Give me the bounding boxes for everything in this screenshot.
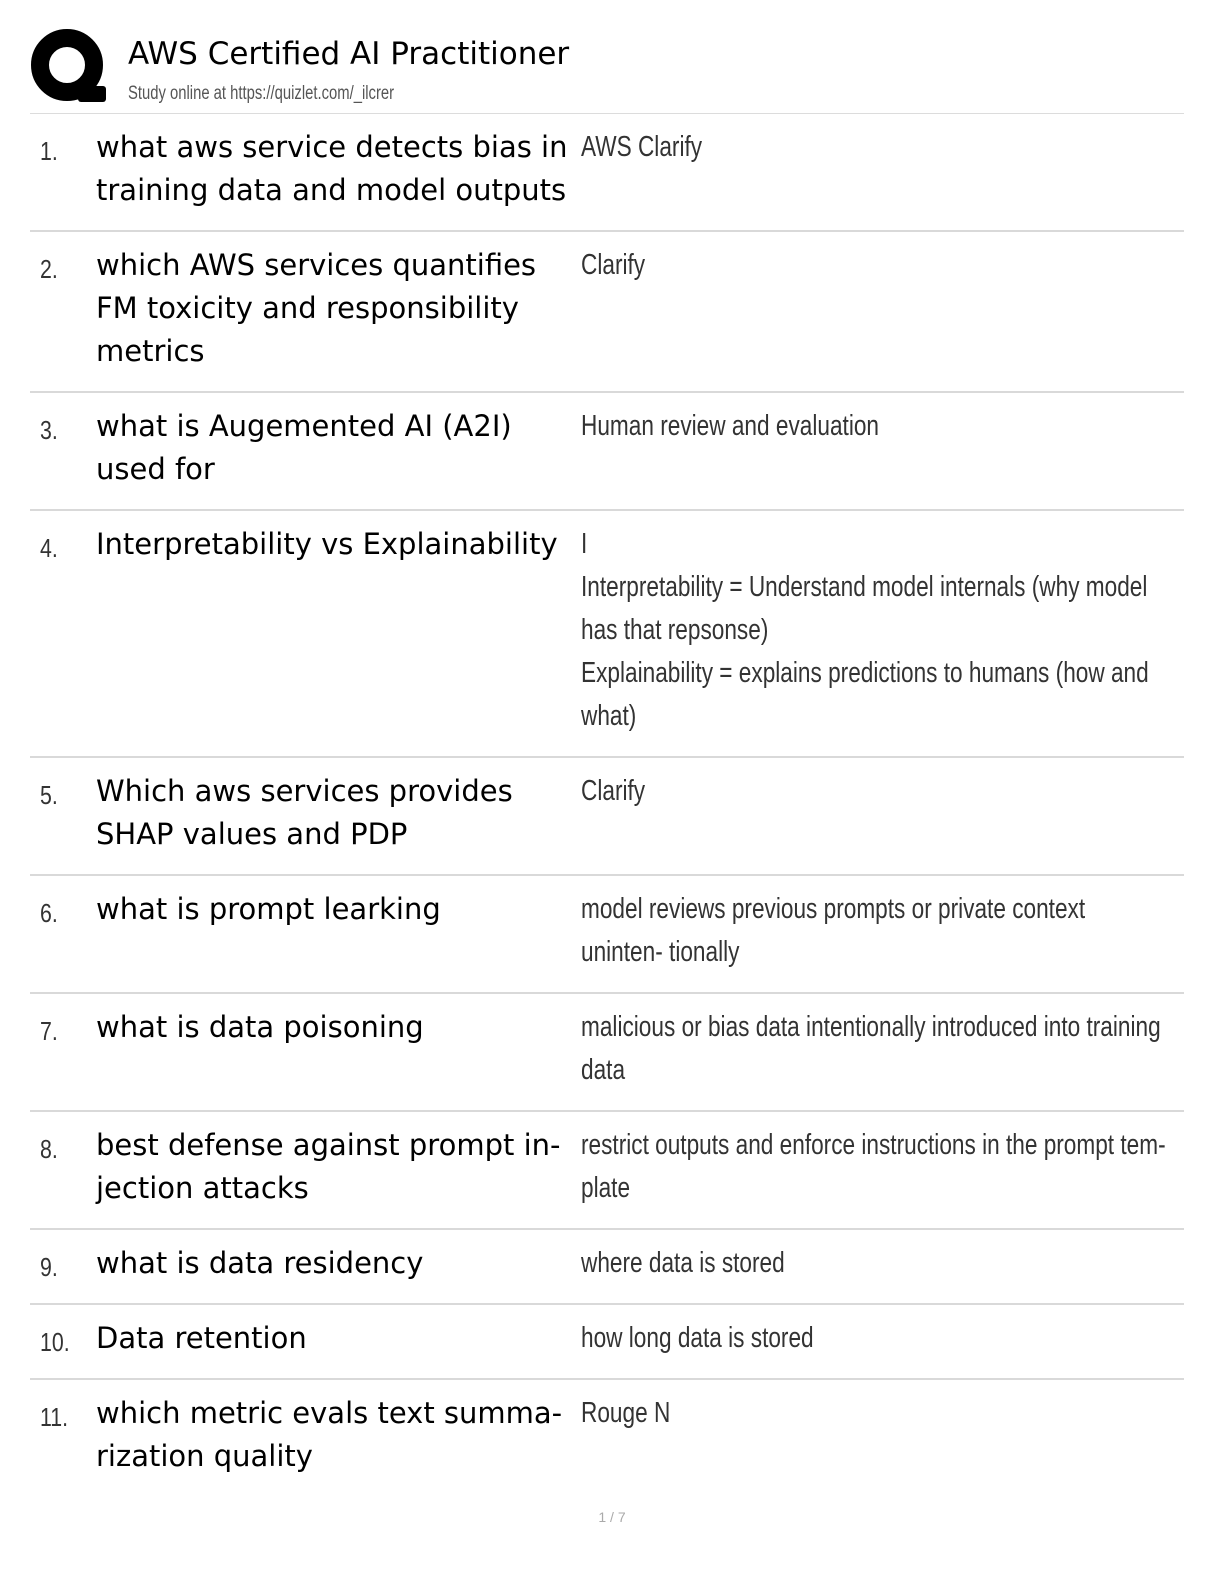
set-title: AWS Certified AI Practitioner xyxy=(128,36,570,72)
card-definition: I Interpretability = Understand model internals (why model has that repsonse) Explainability = explains predictions to humans (how and what) xyxy=(581,528,1149,732)
card-number: 3. xyxy=(40,415,58,445)
card-number: 11. xyxy=(40,1402,69,1432)
card-term: best defense against prompt in- jection attacks xyxy=(96,1128,561,1205)
card-definition: how long data is stored xyxy=(581,1322,814,1354)
card-definition: AWS Clarify xyxy=(581,131,703,163)
flashcard-row xyxy=(30,1380,1184,1498)
card-term: what is data residency xyxy=(96,1246,424,1280)
card-number: 1. xyxy=(40,136,58,166)
card-number: 2. xyxy=(40,254,58,284)
flashcard-row xyxy=(30,1112,1184,1230)
card-definition: Clarify xyxy=(581,249,646,281)
quizlet-q-logo-icon xyxy=(30,28,108,106)
card-term: Data retention xyxy=(96,1321,307,1355)
card-number: 9. xyxy=(40,1252,58,1282)
card-number: 4. xyxy=(40,533,58,563)
card-number: 8. xyxy=(40,1134,58,1164)
card-term: what is Augemented AI (A2I) used for xyxy=(96,409,512,486)
flashcard-row xyxy=(30,511,1184,758)
card-number: 10. xyxy=(40,1327,70,1357)
card-term: which metric evals text summa- rization quality xyxy=(96,1396,563,1473)
card-number: 7. xyxy=(40,1016,58,1046)
card-term: what is prompt learking xyxy=(96,892,441,926)
card-number: 5. xyxy=(40,780,58,810)
card-term: what is data poisoning xyxy=(96,1010,424,1044)
card-definition: restrict outputs and enforce instructions in the prompt tem- plate xyxy=(581,1129,1166,1204)
card-definition: where data is stored xyxy=(581,1247,785,1279)
card-definition: Human review and evaluation xyxy=(581,410,880,442)
flashcard-row xyxy=(30,758,1184,876)
card-term: which AWS services quantifies FM toxicity and responsibility metrics xyxy=(96,248,537,368)
flashcard-list xyxy=(30,114,1184,1498)
flashcard-row xyxy=(30,994,1184,1112)
card-definition: model reviews previous prompts or private context uninten- tionally xyxy=(581,893,1086,968)
card-term: Interpretability vs Explainability xyxy=(96,527,558,561)
flashcard-row xyxy=(30,1230,1184,1305)
card-definition: Clarify xyxy=(581,775,646,807)
flashcard-row xyxy=(30,876,1184,994)
flashcard-row xyxy=(30,1305,1184,1380)
page-number: 1 / 7 xyxy=(598,1509,626,1525)
card-definition: Rouge N xyxy=(581,1397,671,1429)
card-term: Which aws services provides SHAP values and PDP xyxy=(96,774,513,851)
flashcard-row xyxy=(30,232,1184,393)
page-header xyxy=(30,28,1184,114)
flashcard-row xyxy=(30,393,1184,511)
card-definition: malicious or bias data intentionally introduced into training data xyxy=(581,1011,1161,1086)
study-online-link[interactable]: Study online at https://quizlet.com/_ilcrer xyxy=(128,83,395,104)
card-term: what aws service detects bias in training data and model outputs xyxy=(96,130,568,207)
card-number: 6. xyxy=(40,898,58,928)
flashcard-row xyxy=(30,114,1184,232)
